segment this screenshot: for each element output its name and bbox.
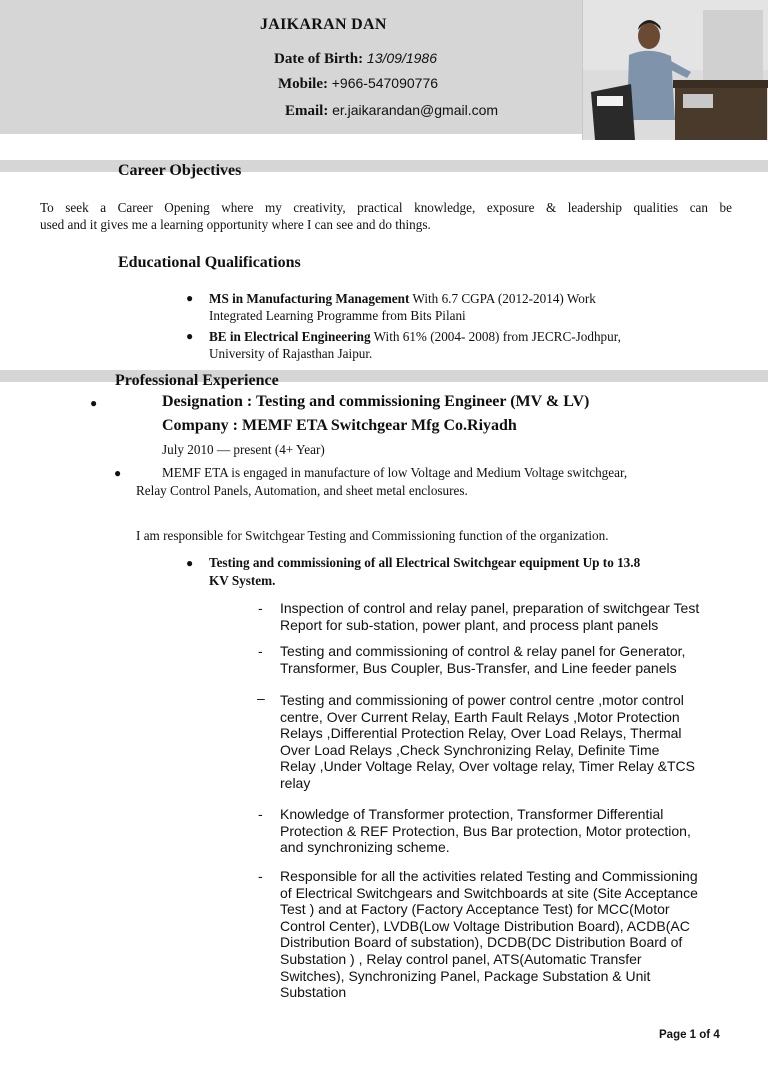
mobile-value: +966-547090776: [331, 75, 439, 91]
bullet-icon: ●: [114, 466, 122, 480]
duty-line: centre, Over Current Relay, Earth Fault Relays ,Motor Protection: [280, 708, 680, 725]
education-detail: With 61% (2004- 2008) from JECRC-Jodhpur,: [370, 329, 621, 344]
duty-line: Control Center), LVDB(Low Voltage Distribution Board), ACDB(AC: [280, 917, 690, 934]
education-item: [209, 328, 621, 345]
email-line: [285, 102, 498, 120]
employment-period: July 2010 — present (4+ Year): [162, 442, 325, 457]
duty-line: Knowledge of Transformer protection, Transformer Differential: [280, 806, 664, 822]
duty-line: Relays ,Differential Protection Relay, Over Load Relays, Thermal: [280, 725, 682, 742]
duty-heading-line: Testing and commissioning of all Electrical Switchgear equipment Up to 13.8: [209, 555, 641, 570]
email-label: Email:: [285, 103, 329, 119]
bullet-icon: ●: [186, 556, 194, 570]
education-degree: BE in Electrical Engineering: [209, 329, 371, 344]
duty-line: Testing and commissioning of power control centre ,motor control: [280, 692, 684, 708]
designation: Designation : Testing and commissioning Engineer (MV & LV): [162, 393, 590, 410]
duty-line: Substation: [280, 984, 347, 1001]
education-title: Educational Qualifications: [118, 254, 301, 271]
dash-marker: -: [258, 643, 263, 659]
email-value: er.jaikarandan@gmail.com: [332, 102, 499, 118]
duty-line: Transformer, Bus Coupler, Bus-Transfer, and Line feeder panels: [280, 659, 677, 676]
duty-line: Distribution Board of substation), DCDB(DC Distribution Board of: [280, 934, 683, 951]
dob-label: Date of Birth:: [274, 51, 364, 67]
section-band: [0, 160, 768, 172]
duty-line: Inspection of control and relay panel, preparation of switchgear Test: [280, 600, 700, 616]
bullet-icon: ●: [186, 329, 194, 343]
duty-line: relay: [280, 774, 311, 791]
dash-marker: -: [258, 806, 263, 822]
duty-line: Report for sub-station, power plant, and process plant panels: [280, 616, 659, 633]
bullet-icon: ●: [90, 396, 98, 410]
responsibility-summary: I am responsible for Switchgear Testing and Commissioning function of the organization.: [136, 528, 609, 543]
dob-value: 13/09/1986: [366, 50, 437, 66]
company-about-line: MEMF ETA is engaged in manufacture of low Voltage and Medium Voltage switchgear,: [162, 465, 628, 480]
duty-line: Testing and commissioning of control & relay panel for Generator,: [280, 643, 686, 659]
profile-photo: [582, 0, 768, 140]
experience-title: Professional Experience: [115, 372, 279, 389]
duty-line: Switches), Synchronizing Panel, Package Substation & Unit: [280, 967, 651, 984]
company-about-line: Relay Control Panels, Automation, and sheet metal enclosures.: [136, 483, 468, 498]
bullet-icon: ●: [186, 291, 194, 305]
duty-line: and synchronizing scheme.: [280, 839, 450, 856]
education-detail: With 6.7 CGPA (2012-2014) Work: [409, 291, 596, 306]
career-objective-line: To seek a Career Opening where my creativity, practical knowledge, exposure & leadership qualities can be: [40, 200, 732, 215]
mobile-line: [278, 75, 438, 93]
education-item: [209, 290, 596, 307]
candidate-name: JAIKARAN DAN: [260, 16, 387, 33]
dash-marker: –: [257, 690, 265, 706]
education-detail-line: University of Rajasthan Jaipur.: [209, 346, 373, 361]
duty-item: [280, 600, 699, 633]
page-number: Page 1 of 4: [659, 1029, 720, 1041]
duty-line: Responsible for all the activities related Testing and Commissioning: [280, 868, 698, 884]
company: Company : MEMF ETA Switchgear Mfg Co.Riyadh: [162, 417, 517, 434]
duty-line: Protection & REF Protection, Bus Bar protection, Motor protection,: [280, 822, 691, 839]
duty-line: Over Load Relays ,Check Synchronizing Relay, Definite Time: [280, 741, 660, 758]
duty-item: [280, 806, 691, 856]
duty-line: Relay ,Under Voltage Relay, Over voltage relay, Timer Relay &TCS: [280, 758, 695, 775]
career-objective-line: used and it gives me a learning opportunity where I can see and do things.: [40, 217, 431, 232]
duty-line: Test ) and at Factory (Factory Acceptance Test) for MCC(Motor: [280, 901, 670, 918]
profile-photo-illustration: [583, 0, 768, 140]
duty-item: [280, 692, 695, 792]
career-objectives-title: Career Objectives: [118, 162, 242, 179]
duty-item: [280, 643, 685, 676]
education-degree: MS in Manufacturing Management: [209, 291, 410, 306]
dob-line: [274, 50, 437, 68]
duty-heading-line: KV System.: [209, 573, 276, 588]
duty-line: Substation ) , Relay control panel, ATS(Automatic Transfer: [280, 950, 642, 967]
duty-line: of Electrical Switchgears and Switchboards at site (Site Acceptance: [280, 884, 698, 901]
mobile-label: Mobile:: [278, 76, 328, 92]
dash-marker: -: [258, 600, 263, 616]
duty-item: [280, 868, 698, 1001]
dash-marker: -: [258, 868, 263, 884]
education-detail-line: Integrated Learning Programme from Bits Pilani: [209, 308, 466, 323]
